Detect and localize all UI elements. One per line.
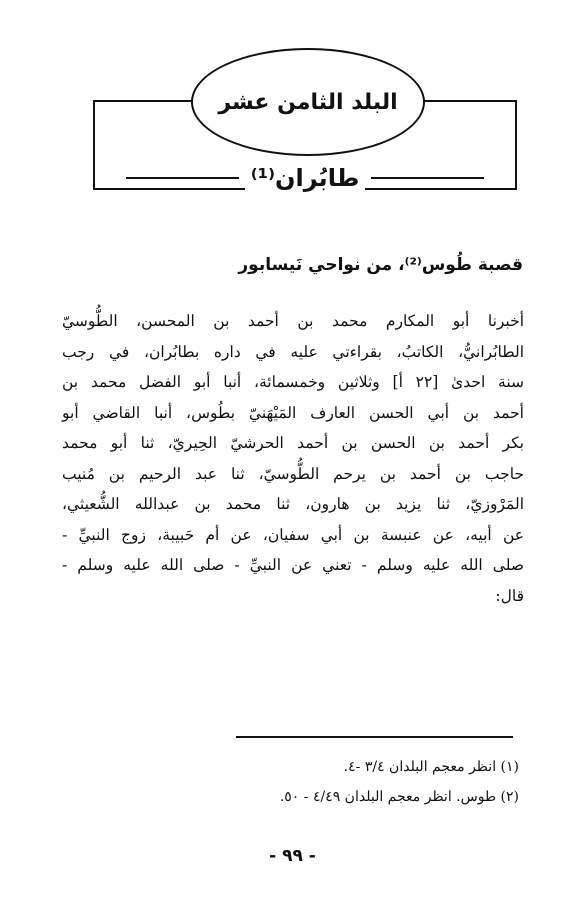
body-line: بكر أحمد بن الحسن بن أحمد الحرشيّ الحِيريّ، ثنا أبو محمد (62, 434, 524, 452)
subtitle-rule-left (126, 177, 239, 179)
body-line: عن أبيه، عن عنبسة بن أبي سفيان، عن أم حَبيبة، زوج النبيِّ - (62, 525, 524, 544)
body-line: صلى الله عليه وسلم - تعني عن النبيِّ - صلى الله عليه وسلم - (62, 556, 524, 574)
body-line: حاجب بن أحمد بن يرحم الطُّوسيّ، ثنا عبد الرحيم بن مُنيب (62, 464, 524, 483)
body-line: أحمد بن أبي الحسن العارف المَيْهَنيّ بطُوس، أنبا القاضي أبو (62, 403, 524, 422)
title-frame-top-right (415, 100, 517, 102)
body-line: الطابُرانيُّ، الكاتبُ، بقراءتي عليه في داره بطابُران، في رجب (62, 342, 524, 361)
footnote-separator (236, 736, 513, 738)
page-number: - ٩٩ - (269, 846, 316, 866)
body-text (62, 306, 524, 611)
body-line: أخبرنا أبو المكارم محمد بن أحمد بن المحسن، الطُّوسيّ (62, 312, 524, 330)
chapter-title-oval (191, 48, 425, 156)
footnote-1: (١) انظر معجم البلدان ٣/٤ -٤. (343, 759, 519, 775)
body-line: المَرْوزيّ، ثنا يزيد بن هارون، ثنا محمد بن عبدالله الشُّعيثي، (62, 495, 524, 513)
section-heading: قصبة طُوس⁽²⁾، من نواحي نَيسابور (238, 255, 523, 275)
body-line: قال: (495, 586, 524, 605)
body-line: سنة احدىٰ [٢٢ أ] وثلاثين وخمسمائة، أنبا أبو الفضل محمد بن (62, 373, 524, 391)
title-frame-top-left (93, 100, 195, 102)
footnotes (59, 752, 519, 812)
chapter-subtitle: طابُران⁽¹⁾ (245, 164, 366, 192)
chapter-subtitle-row (120, 158, 490, 198)
chapter-title: البلد الثامن عشر (218, 89, 398, 115)
footnote-2: (٢) طوس. انظر معجم البلدان ٤/٤٩ - ٥٠. (279, 789, 519, 805)
subtitle-rule-right (371, 177, 484, 179)
